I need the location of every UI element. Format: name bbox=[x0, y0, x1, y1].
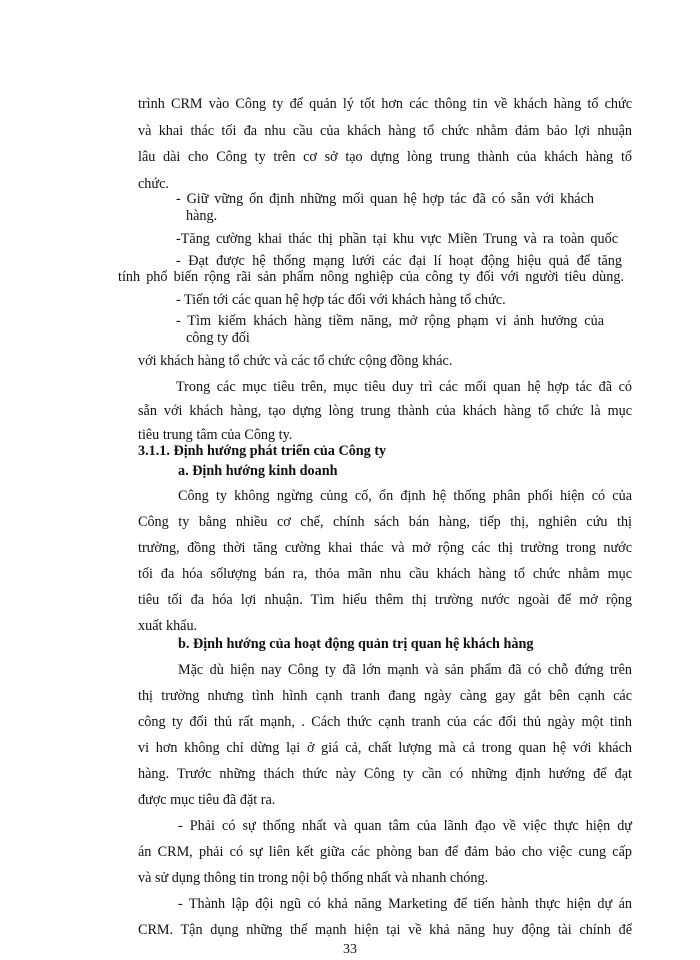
text-line: Mặc dù hiện nay Công ty đã lớn mạnh và sản phẩm đã có chỗ đứng trên bbox=[178, 662, 632, 678]
text-line: tính phổ biến rộng rãi sản phẩm nông nghiệp của công ty đối với người tiêu dùng. bbox=[118, 269, 624, 285]
text-line: - Thành lập đội ngũ có khả năng Marketing để tiến hành thực hiện dự án bbox=[178, 896, 632, 912]
page-number: 33 bbox=[343, 942, 357, 957]
text-line: công ty đối bbox=[186, 330, 250, 346]
text-line: sẵn với khách hàng, tạo dựng lòng trung thành của khách hàng tổ chức là mục bbox=[138, 403, 632, 419]
text-line: Trong các mục tiêu trên, mục tiêu duy trì các mối quan hệ hợp tác đã có bbox=[176, 379, 632, 395]
subsection-heading: b. Định hướng của hoạt động quản trị quan hệ khách hàng bbox=[178, 636, 534, 652]
text-line: - Tiến tới các quan hệ hợp tác đối với khách hàng tổ chức. bbox=[176, 292, 506, 308]
text-line: - Phải có sự thống nhất và quan tâm của lãnh đạo về việc thực hiện dự bbox=[178, 818, 632, 834]
text-line: được mục tiêu đã đặt ra. bbox=[138, 792, 276, 808]
text-line: - Đạt được hệ thống mạng lưới các đại lí hoạt động hiệu quả để tăng bbox=[176, 253, 622, 269]
text-line: Công ty không ngừng củng cố, ổn định hệ thống phân phối hiện có của bbox=[178, 488, 632, 504]
text-line: và sử dụng thông tin trong nội bộ thống nhất và nhanh chóng. bbox=[138, 870, 489, 886]
text-line: công ty đối thủ rất mạnh, . Cách thức cạnh tranh của các đối thủ ngày một tinh bbox=[138, 714, 632, 730]
text-line: hàng. Trước những thách thức này Công ty cần có những định hướng để đạt bbox=[138, 766, 632, 782]
text-line: tiêu tối đa hóa lợi nhuận. Tìm hiểu thêm thị trường nước ngoài để mở rộng bbox=[138, 592, 632, 608]
text-line: án CRM, phải có sự liên kết giữa các phòng ban để đảm bảo cho việc cung cấp bbox=[138, 844, 632, 860]
section-heading: 3.1.1. Định hướng phát triển của Công ty bbox=[138, 443, 387, 459]
text-line: tối đa hóa sốlượng bán ra, thỏa mãn nhu cầu khách hàng tổ chức nhằm mục bbox=[138, 566, 632, 582]
text-line: - Tìm kiếm khách hàng tiềm năng, mở rộng phạm vi ảnh hưởng của bbox=[176, 313, 604, 329]
text-line: thị trường nhưng tình hình cạnh tranh đang ngày càng gay gắt bên cạnh các bbox=[138, 688, 632, 704]
subsection-heading: a. Định hướng kinh doanh bbox=[178, 463, 338, 479]
text-line: Công ty bằng nhiều cơ chế, chính sách bán hàng, tiếp thị, nghiên cứu thị bbox=[138, 514, 632, 530]
text-line: -Tăng cường khai thác thị phần tại khu vực Miền Trung và ra toàn quốc bbox=[176, 231, 618, 247]
text-line: tiêu trung tâm của Công ty. bbox=[138, 427, 293, 443]
text-line: xuất khẩu. bbox=[138, 618, 198, 634]
text-line: hàng. bbox=[186, 208, 218, 224]
text-line: vi hơn không chỉ dừng lại ở giá cả, chất lượng mà cả trong quan hệ với khách bbox=[138, 740, 632, 756]
text-line: trường, đồng thời tăng cường khai thác và mở rộng các thị trường trong nước bbox=[138, 540, 632, 556]
text-line: trình CRM vào Công ty để quản lý tốt hơn các thông tin về khách hàng tổ chức bbox=[138, 96, 632, 112]
text-line: - Giữ vững ổn định những mối quan hệ hợp tác đã có sẵn với khách bbox=[176, 191, 594, 207]
text-line: chức. bbox=[138, 176, 169, 192]
text-line: CRM. Tận dụng những thế mạnh hiện tại về khả năng huy động tài chính để bbox=[138, 922, 632, 938]
text-line: lâu dài cho Công ty trên cơ sở tạo dựng lòng trung thành của khách hàng tổ bbox=[138, 149, 632, 165]
text-line: với khách hàng tổ chức và các tổ chức cộng đồng khác. bbox=[138, 353, 453, 369]
text-line: và khai thác tối đa nhu cầu của khách hàng tổ chức nhằm đảm bảo lợi nhuận bbox=[138, 123, 632, 139]
